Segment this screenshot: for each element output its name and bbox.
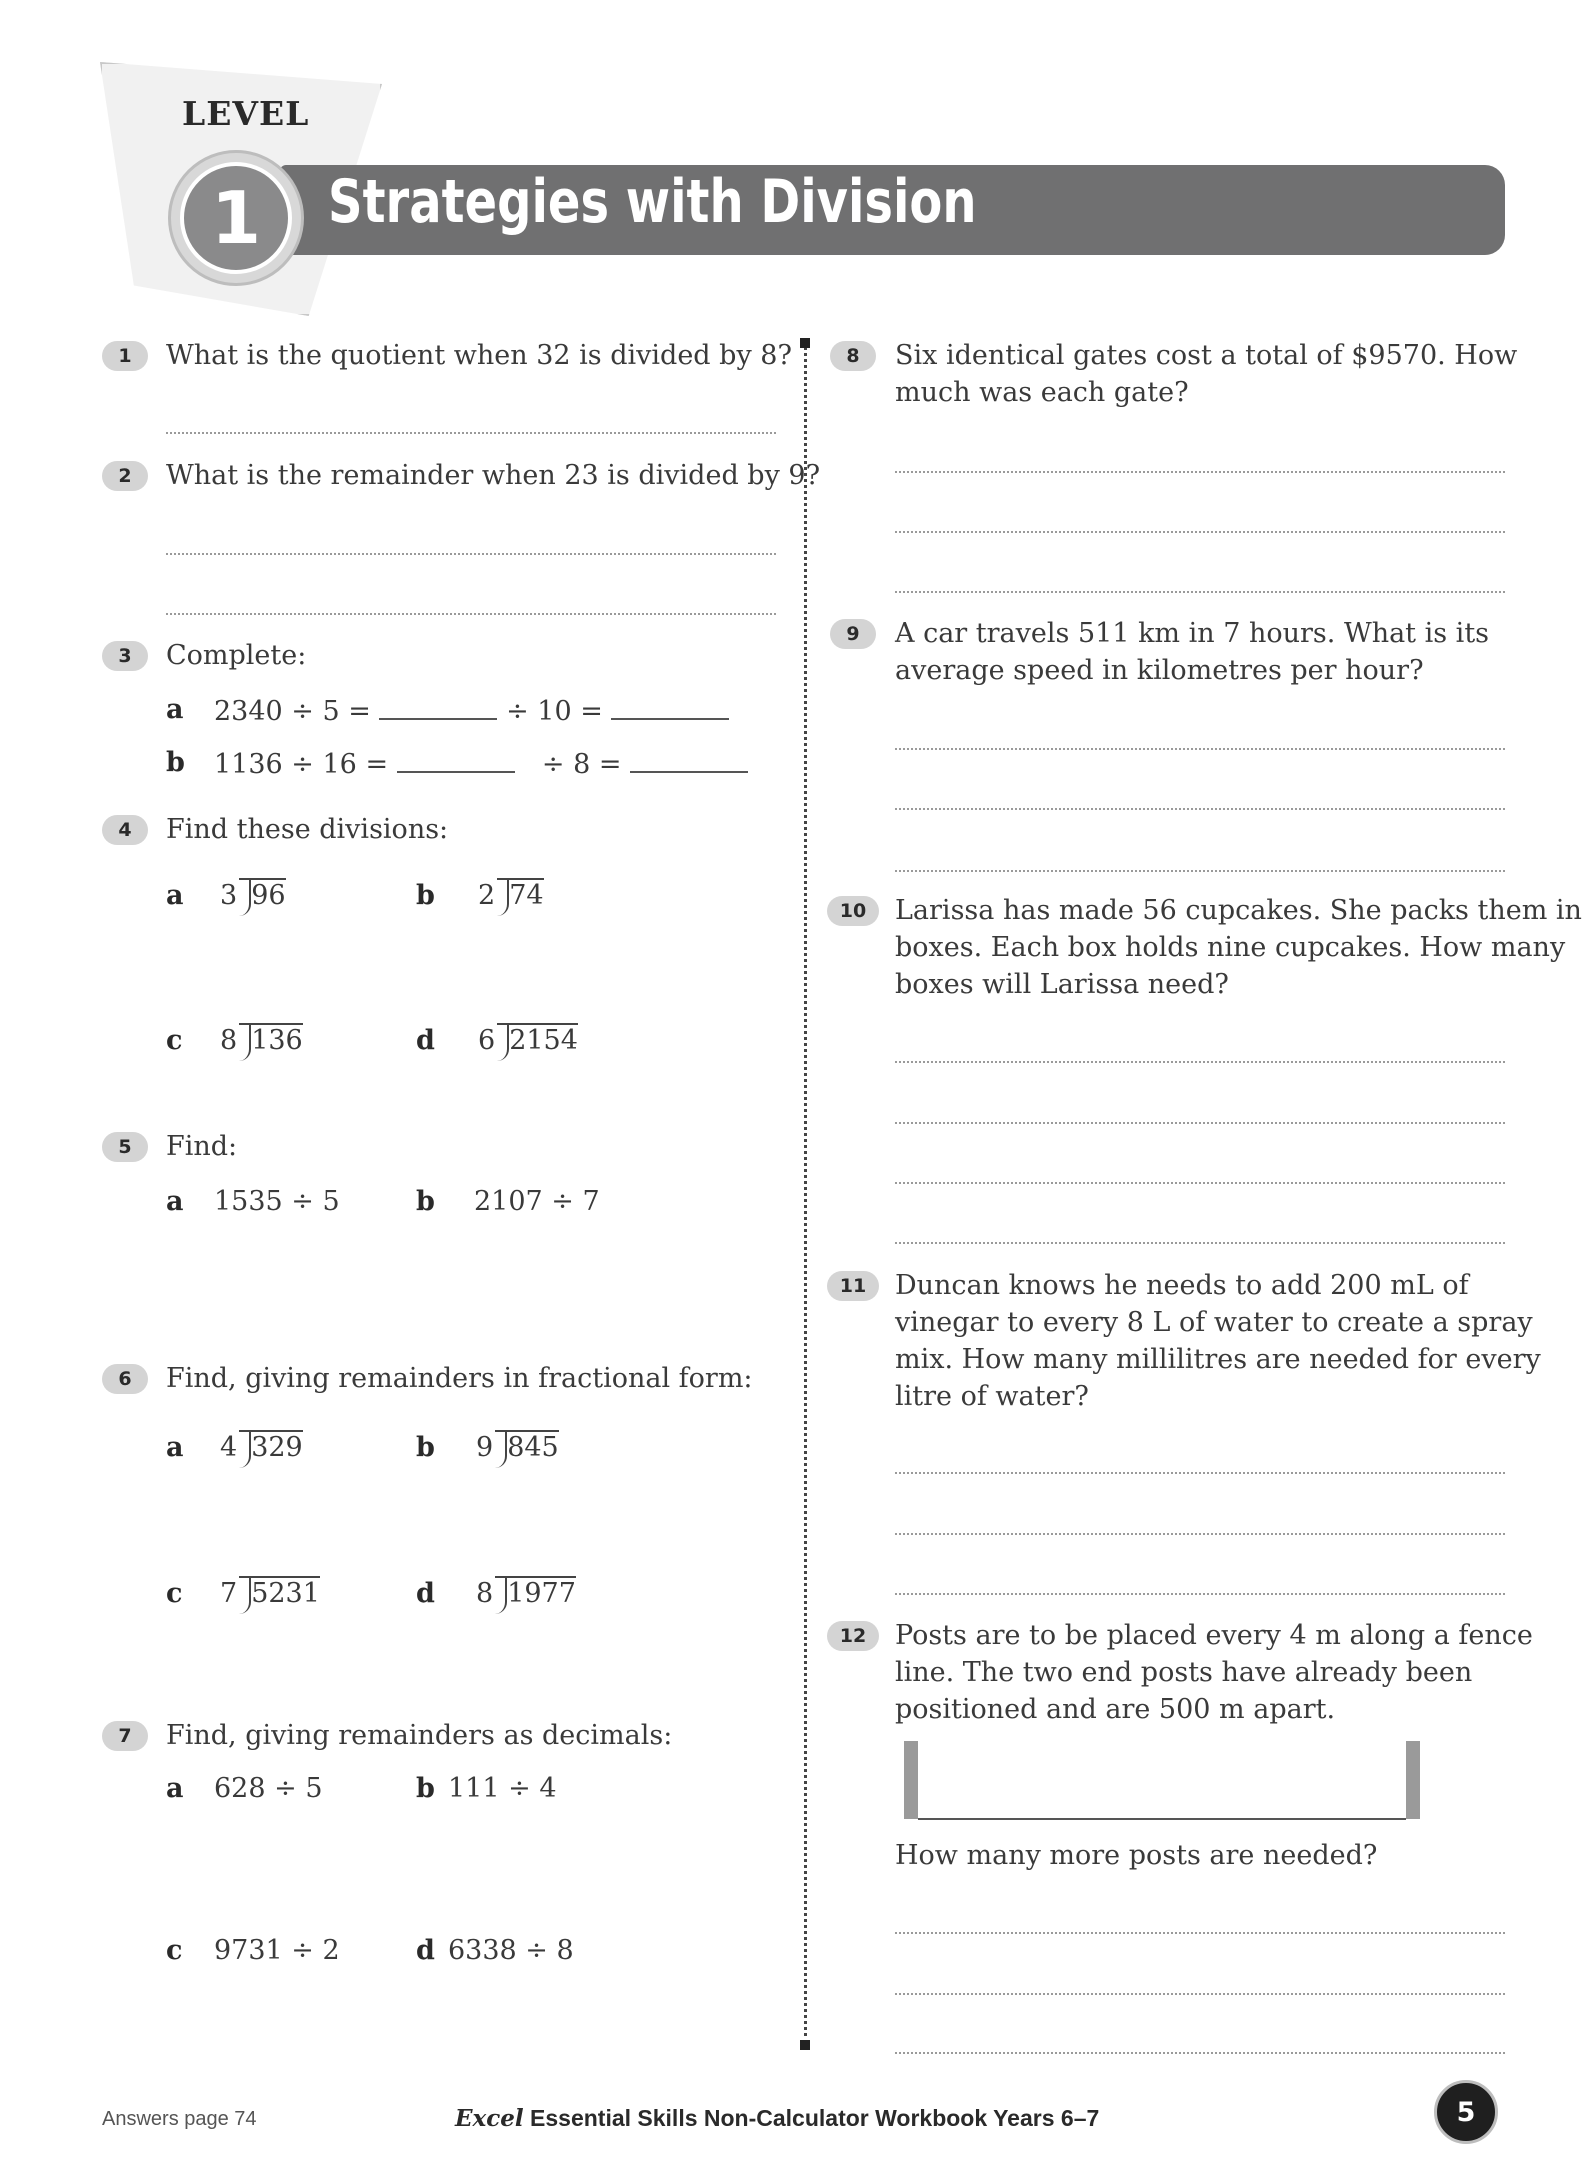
blank-input[interactable]	[611, 694, 729, 720]
part-label: d	[416, 1578, 435, 1609]
answer-line[interactable]	[895, 1593, 1505, 1595]
divisor: 8	[220, 1025, 238, 1056]
part-label: c	[166, 1578, 183, 1609]
question-number: 11	[827, 1271, 879, 1301]
level-label: LEVEL	[182, 94, 310, 133]
part-label: c	[166, 1935, 183, 1966]
divisor: 3	[220, 880, 238, 911]
division-expression: 9731 ÷ 2	[214, 1935, 340, 1966]
division-expression: 6338 ÷ 8	[448, 1935, 574, 1966]
question-line: much was each gate?	[895, 377, 1189, 408]
answer-line[interactable]	[895, 870, 1505, 872]
question-number: 6	[102, 1364, 148, 1394]
dividend: 136	[239, 1023, 303, 1056]
expression-start: 1136 ÷ 16 =	[214, 749, 389, 780]
answer-line[interactable]	[895, 1122, 1505, 1124]
dividend: 2154	[497, 1023, 578, 1056]
long-division	[220, 1576, 320, 1609]
answer-line[interactable]	[166, 613, 776, 615]
part-label: b	[416, 1186, 435, 1217]
fill-in-expression	[214, 694, 729, 727]
question-number: 4	[102, 815, 148, 845]
question-text: Find:	[166, 1131, 238, 1162]
question-text: What is the quotient when 32 is divided by 8?	[166, 340, 792, 371]
division-expression: 628 ÷ 5	[214, 1773, 323, 1804]
long-division	[478, 878, 544, 911]
question-number: 9	[830, 619, 876, 649]
answer-line[interactable]	[166, 553, 776, 555]
book-name: Essential Skills Non-Calculator Workbook Years 6–7	[523, 2105, 1100, 2131]
part-label: a	[166, 1432, 184, 1463]
part-label: d	[416, 1935, 435, 1966]
blank-input[interactable]	[379, 694, 497, 720]
question-number: 1	[102, 341, 148, 371]
question-number: 3	[102, 641, 148, 671]
page-title: Strategies with Division	[328, 167, 977, 237]
long-division	[476, 1576, 576, 1609]
expression-start: 2340 ÷ 5 =	[214, 696, 371, 727]
part-label: b	[416, 880, 435, 911]
part-label: c	[166, 1025, 183, 1056]
blank-input[interactable]	[630, 747, 748, 773]
dividend: 96	[239, 878, 285, 911]
question-line: vinegar to every 8 L of water to create a spray	[895, 1307, 1533, 1338]
part-label: b	[416, 1432, 435, 1463]
blank-input[interactable]	[397, 747, 515, 773]
answer-line[interactable]	[895, 1182, 1505, 1184]
part-label: d	[416, 1025, 435, 1056]
division-expression: 1535 ÷ 5	[214, 1186, 340, 1217]
question-text: How many more posts are needed?	[895, 1840, 1378, 1871]
part-label: a	[166, 1186, 184, 1217]
question-text: Find these divisions:	[166, 814, 449, 845]
question-line: litre of water?	[895, 1381, 1089, 1412]
answer-line[interactable]	[895, 1061, 1505, 1063]
question-line: Six identical gates cost a total of $9570. How	[895, 340, 1518, 371]
fill-in-expression	[214, 747, 748, 780]
divisor: 9	[476, 1432, 494, 1463]
question-line: boxes. Each box holds nine cupcakes. How many	[895, 932, 1566, 963]
question-line: positioned and are 500 m apart.	[895, 1694, 1336, 1725]
divisor: 2	[478, 880, 496, 911]
long-division	[476, 1430, 559, 1463]
brand-name: Excel	[455, 2105, 524, 2132]
question-line: Duncan knows he needs to add 200 mL of	[895, 1270, 1469, 1301]
question-line: Larissa has made 56 cupcakes. She packs them in	[895, 895, 1582, 926]
answer-line[interactable]	[895, 1932, 1505, 1934]
long-division	[220, 1023, 303, 1056]
question-text	[895, 1617, 1533, 1728]
part-label: a	[166, 694, 184, 725]
page-number: 5	[1434, 2080, 1498, 2144]
question-line: Posts are to be placed every 4 m along a fence	[895, 1620, 1533, 1651]
column-divider	[804, 346, 807, 2044]
question-number: 8	[830, 341, 876, 371]
book-title	[455, 2105, 1099, 2132]
division-expression: 2107 ÷ 7	[474, 1186, 600, 1217]
dividend: 1977	[495, 1576, 576, 1609]
question-number: 10	[827, 896, 879, 926]
question-text	[895, 615, 1489, 689]
answer-line[interactable]	[895, 748, 1505, 750]
answer-line[interactable]	[895, 1533, 1505, 1535]
long-division	[220, 878, 286, 911]
question-line: line. The two end posts have already been	[895, 1657, 1473, 1688]
divider-end	[800, 2040, 810, 2050]
part-label: a	[166, 1773, 184, 1804]
question-line: A car travels 511 km in 7 hours. What is its	[895, 618, 1490, 649]
dividend: 5231	[239, 1576, 320, 1609]
part-label: b	[416, 1773, 435, 1804]
expression-mid: ÷ 10 =	[506, 696, 603, 727]
divider-end	[800, 338, 810, 348]
question-number: 12	[827, 1621, 879, 1651]
question-text	[895, 337, 1517, 411]
question-text: Find, giving remainders in fractional form:	[166, 1363, 753, 1394]
answer-line[interactable]	[895, 808, 1505, 810]
fence-line	[918, 1818, 1406, 1820]
long-division	[478, 1023, 578, 1056]
answer-line[interactable]	[895, 1472, 1505, 1474]
fence-post-right	[1406, 1741, 1420, 1819]
division-expression: 111 ÷ 4	[448, 1773, 557, 1804]
question-text: Find, giving remainders as decimals:	[166, 1720, 673, 1751]
dividend: 845	[495, 1430, 559, 1463]
divisor: 8	[476, 1578, 494, 1609]
question-line: average speed in kilometres per hour?	[895, 655, 1424, 686]
answer-line[interactable]	[895, 471, 1505, 473]
dividend: 329	[239, 1430, 303, 1463]
part-label: a	[166, 880, 184, 911]
answer-line[interactable]	[895, 2052, 1505, 2054]
answer-line[interactable]	[895, 591, 1505, 593]
answers-reference: Answers page 74	[102, 2108, 257, 2130]
level-number: 1	[180, 162, 292, 274]
answer-line[interactable]	[166, 432, 776, 434]
question-number: 2	[102, 461, 148, 491]
expression-mid: ÷ 8 =	[541, 749, 622, 780]
long-division	[220, 1430, 303, 1463]
question-text: Complete:	[166, 640, 307, 671]
answer-line[interactable]	[895, 531, 1505, 533]
question-text	[895, 1267, 1541, 1415]
question-number: 5	[102, 1132, 148, 1162]
divisor: 4	[220, 1432, 238, 1463]
question-text	[895, 892, 1582, 1003]
answer-line[interactable]	[895, 1242, 1505, 1244]
dividend: 74	[497, 878, 543, 911]
divisor: 7	[220, 1578, 238, 1609]
question-text: What is the remainder when 23 is divided by 9?	[166, 460, 821, 491]
question-number: 7	[102, 1721, 148, 1751]
part-label: b	[166, 747, 185, 778]
divisor: 6	[478, 1025, 496, 1056]
answer-line[interactable]	[895, 1993, 1505, 1995]
question-line: boxes will Larissa need?	[895, 969, 1229, 1000]
question-line: mix. How many millilitres are needed for every	[895, 1344, 1541, 1375]
fence-post-left	[904, 1741, 918, 1819]
